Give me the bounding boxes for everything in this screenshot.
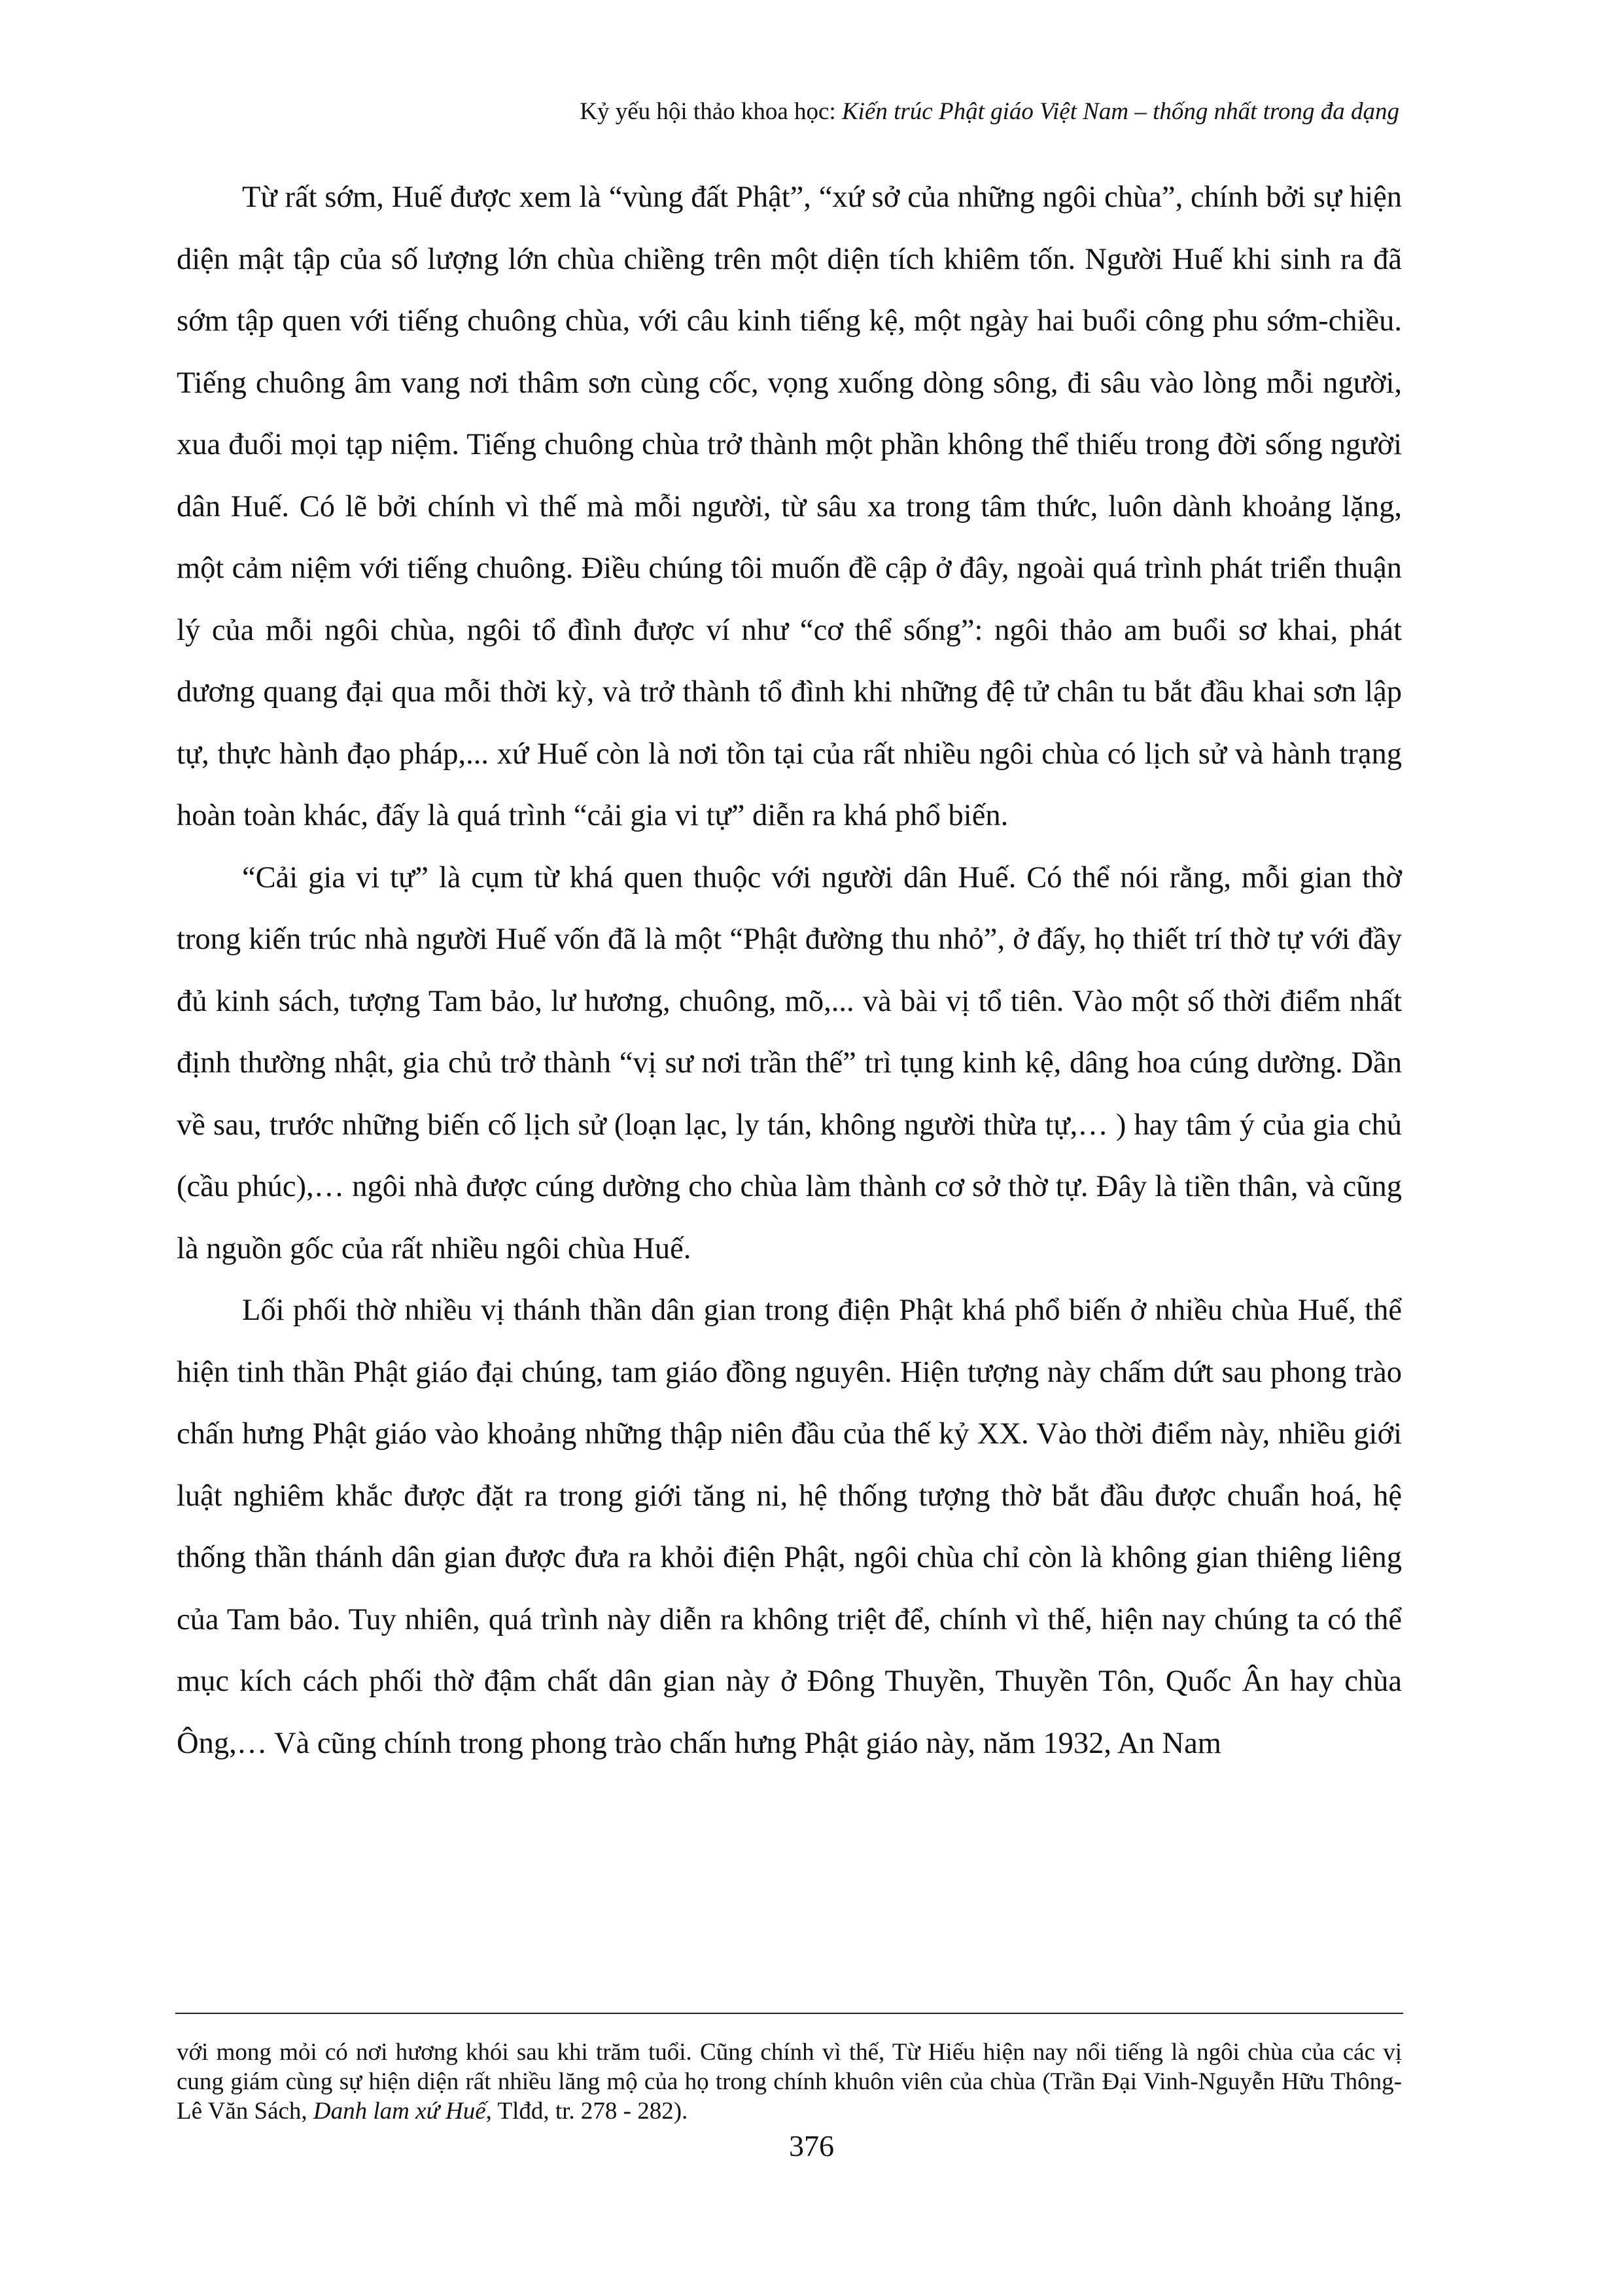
footnote-divider <box>175 2013 1403 2014</box>
page-number: 376 <box>789 2129 834 2163</box>
running-header <box>580 97 1399 127</box>
body-text <box>177 167 1402 1775</box>
footnote-text-before: với mong mỏi có nơi hương khói sau khi trăm tuổi. Cũng chính vì thế, Từ Hiếu hiện nay nổi tiếng là ngôi chùa của các vị cung giám cùng sự hiện diện rất nhiều lăng mộ của họ trong chính khuôn viên của chùa (Trần Đại Vinh-Nguyễn Hữu Thông-Lê Văn Sách, <box>177 2039 1402 2125</box>
footnote <box>177 2038 1402 2126</box>
header-prefix: Kỷ yếu hội thảo khoa học: <box>580 98 842 125</box>
footnote-book-title: Danh lam xứ Huế <box>313 2098 486 2125</box>
header-title: Kiến trúc Phật giáo Việt Nam – thống nhất trong đa dạng <box>842 98 1399 125</box>
paragraph-2: “Cải gia vi tự” là cụm từ khá quen thuộc với người dân Huế. Có thể nói rằng, mỗi gian thờ trong kiến trúc nhà người Huế vốn đã là một “Phật đường thu nhỏ”, ở đấy, họ thiết trí thờ tự với đầy đủ kinh sách, tượng Tam bảo, lư hương, chuông, mõ,... và bài vị tổ tiên. Vào một số thời điểm nhất định thường nhật, gia chủ trở thành “vị sư nơi trần thế” trì tụng kinh kệ, dâng hoa cúng dường. Dần về sau, trước những biến cố lịch sử (loạn lạc, ly tán, không người thừa tự,… ) hay tâm ý của gia chủ (cầu phúc),… ngôi nhà được cúng dường cho chùa làm thành cơ sở thờ tự. Đây là tiền thân, và cũng là nguồn gốc của rất nhiều ngôi chùa Huế. <box>177 860 1402 1265</box>
paragraph-3: Lối phối thờ nhiều vị thánh thần dân gian trong điện Phật khá phổ biến ở nhiều chùa Huế, thể hiện tinh thần Phật giáo đại chúng, tam giáo đồng nguyên. Hiện tượng này chấm dứt sau phong trào chấn hưng Phật giáo vào khoảng những thập niên đầu của thế kỷ XX. Vào thời điểm này, nhiều giới luật nghiêm khắc được đặt ra trong giới tăng ni, hệ thống tượng thờ bắt đầu được chuẩn hoá, hệ thống thần thánh dân gian được đưa ra khỏi điện Phật, ngôi chùa chỉ còn là không gian thiêng liêng của Tam bảo. Tuy nhiên, quá trình này diễn ra không triệt để, chính vì thế, hiện nay chúng ta có thể mục kích cách phối thờ đậm chất dân gian này ở Đông Thuyền, Thuyền Tôn, Quốc Ân hay chùa Ông,… Và cũng chính trong phong trào chấn hưng Phật giáo này, năm 1932, An Nam <box>177 1294 1402 1760</box>
paragraph-1: Từ rất sớm, Huế được xem là “vùng đất Phật”, “xứ sở của những ngôi chùa”, chính bởi sự hiện diện mật tập của số lượng lớn chùa chiềng trên một diện tích khiêm tốn. Người Huế khi sinh ra đã sớm tập quen với tiếng chuông chùa, với câu kinh tiếng kệ, một ngày hai buổi công phu sớm-chiều. Tiếng chuông âm vang nơi thâm sơn cùng cốc, vọng xuống dòng sông, đi sâu vào lòng mỗi người, xua đuổi mọi tạp niệm. Tiếng chuông chùa trở thành một phần không thể thiếu trong đời sống người dân Huế. Có lẽ bởi chính vì thế mà mỗi người, từ sâu xa trong tâm thức, luôn dành khoảng lặng, một cảm niệm với tiếng chuông. Điều chúng tôi muốn đề cập ở đây, ngoài quá trình phát triển thuận lý của mỗi ngôi chùa, ngôi tổ đình được ví như “cơ thể sống”: ngôi thảo am buổi sơ khai, phát dương quang đại qua mỗi thời kỳ, và trở thành tổ đình khi những đệ tử chân tu bắt đầu khai sơn lập tự, thực hành đạo pháp,... xứ Huế còn là nơi tồn tại của rất nhiều ngôi chùa có lịch sử và hành trạng hoàn toàn khác, đấy là quá trình “cải gia vi tự” diễn ra khá phổ biến. <box>177 181 1402 832</box>
footnote-text-after: , Tlđd, tr. 278 - 282). <box>485 2098 688 2125</box>
